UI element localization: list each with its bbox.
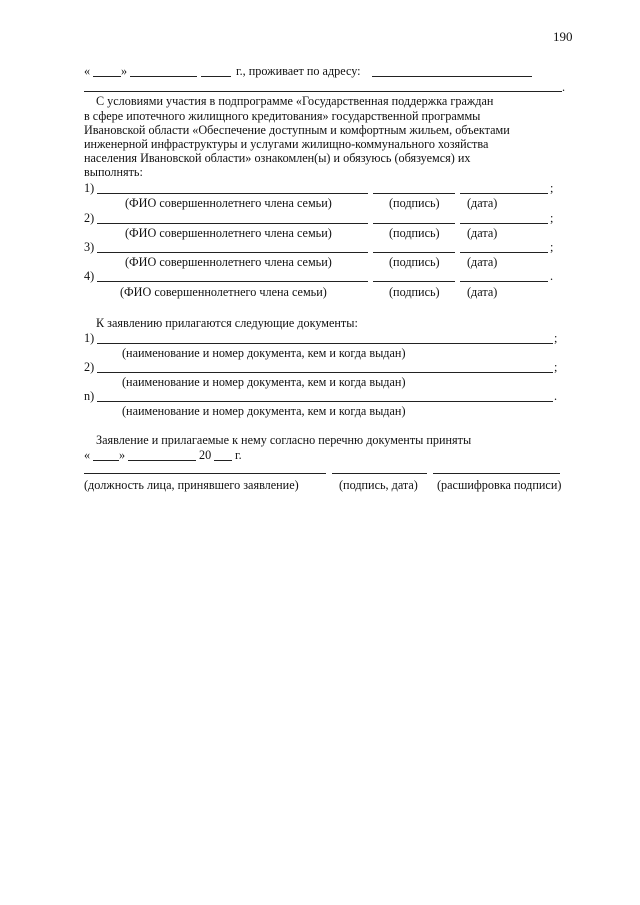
document-caption: (наименование и номер документа, кем и когда выдан)	[122, 375, 406, 389]
member-sign-blank	[373, 252, 455, 253]
member-sign-caption: (подпись)	[389, 196, 440, 210]
acceptance-open-quote: «	[84, 448, 91, 462]
member-number: 3)	[84, 240, 95, 254]
document-caption: (наименование и номер документа, кем и когда выдан)	[122, 404, 406, 418]
position-caption: (должность лица, принявшего заявление)	[84, 478, 299, 492]
member-end-mark: .	[550, 269, 554, 283]
member-date-blank	[460, 193, 548, 194]
address-continuation-blank	[84, 91, 562, 92]
member-number: 4)	[84, 269, 95, 283]
header-open-quote: «	[84, 64, 91, 78]
member-fio-blank	[97, 223, 368, 224]
paragraph-line-1: С условиями участия в подпрограмме «Государственная поддержка граждан	[96, 94, 494, 108]
document-number: 1)	[84, 331, 95, 345]
member-fio-blank	[97, 281, 368, 282]
day-blank	[93, 76, 121, 77]
document-number: n)	[84, 389, 95, 403]
year-blank	[201, 76, 231, 77]
address-blank	[372, 76, 532, 77]
member-fio-caption: (ФИО совершеннолетнего члена семьи)	[125, 226, 332, 240]
acceptance-close-quote: »	[119, 448, 126, 462]
member-date-caption: (дата)	[467, 226, 498, 240]
member-end-mark: ;	[550, 211, 554, 225]
address-end-dot: .	[562, 80, 566, 94]
paragraph-line-3: Ивановской области «Обеспечение доступным и комфортным жильем, объектами	[84, 123, 510, 137]
member-date-caption: (дата)	[467, 285, 498, 299]
member-fio-blank	[97, 193, 368, 194]
acceptance-year-prefix: 20	[199, 448, 212, 462]
position-blank	[84, 473, 326, 474]
acceptance-sign-blank	[332, 473, 427, 474]
document-end-mark: ;	[554, 360, 558, 374]
member-date-blank	[460, 223, 548, 224]
documents-heading: К заявлению прилагаются следующие документы:	[96, 316, 358, 330]
member-date-caption: (дата)	[467, 255, 498, 269]
member-date-blank	[460, 252, 548, 253]
page-number: 190	[553, 29, 573, 44]
document-blank	[97, 343, 553, 344]
paragraph-line-4: инженерной инфраструктуры и услугами жилищно-коммунального хозяйства	[84, 137, 489, 151]
acceptance-day-blank	[93, 460, 119, 461]
decode-blank	[433, 473, 560, 474]
acceptance-sign-caption: (подпись, дата)	[339, 478, 418, 492]
member-sign-blank	[373, 193, 455, 194]
document-blank	[97, 372, 553, 373]
member-fio-caption: (ФИО совершеннолетнего члена семьи)	[125, 196, 332, 210]
member-end-mark: ;	[550, 240, 554, 254]
member-sign-caption: (подпись)	[389, 226, 440, 240]
acceptance-month-blank	[128, 460, 196, 461]
decode-caption: (расшифровка подписи)	[437, 478, 562, 492]
member-number: 1)	[84, 181, 95, 195]
member-sign-blank	[373, 223, 455, 224]
member-date-blank	[460, 281, 548, 282]
acceptance-year-suffix: г.	[235, 448, 242, 462]
member-end-mark: ;	[550, 181, 554, 195]
member-fio-caption: (ФИО совершеннолетнего члена семьи)	[125, 255, 332, 269]
document-caption: (наименование и номер документа, кем и когда выдан)	[122, 346, 406, 360]
member-sign-caption: (подпись)	[389, 285, 440, 299]
document-blank	[97, 401, 553, 402]
member-sign-blank	[373, 281, 455, 282]
paragraph-line-5: населения Ивановской области» ознакомлен(ы) и обязуюсь (обязуемся) их	[84, 151, 471, 165]
document-number: 2)	[84, 360, 95, 374]
member-fio-caption: (ФИО совершеннолетнего члена семьи)	[120, 285, 327, 299]
acceptance-text: Заявление и прилагаемые к нему согласно перечню документы приняты	[96, 433, 472, 447]
document-end-mark: ;	[554, 331, 558, 345]
member-number: 2)	[84, 211, 95, 225]
paragraph-line-6: выполнять:	[84, 165, 143, 179]
document-end-mark: .	[554, 389, 558, 403]
month-blank	[130, 76, 197, 77]
paragraph-line-2: в сфере ипотечного жилищного кредитования» государственной программы	[84, 109, 481, 123]
header-address-label: г., проживает по адресу:	[236, 64, 361, 78]
acceptance-year-blank	[214, 460, 232, 461]
member-fio-blank	[97, 252, 368, 253]
header-close-quote: »	[121, 64, 128, 78]
member-sign-caption: (подпись)	[389, 255, 440, 269]
member-date-caption: (дата)	[467, 196, 498, 210]
